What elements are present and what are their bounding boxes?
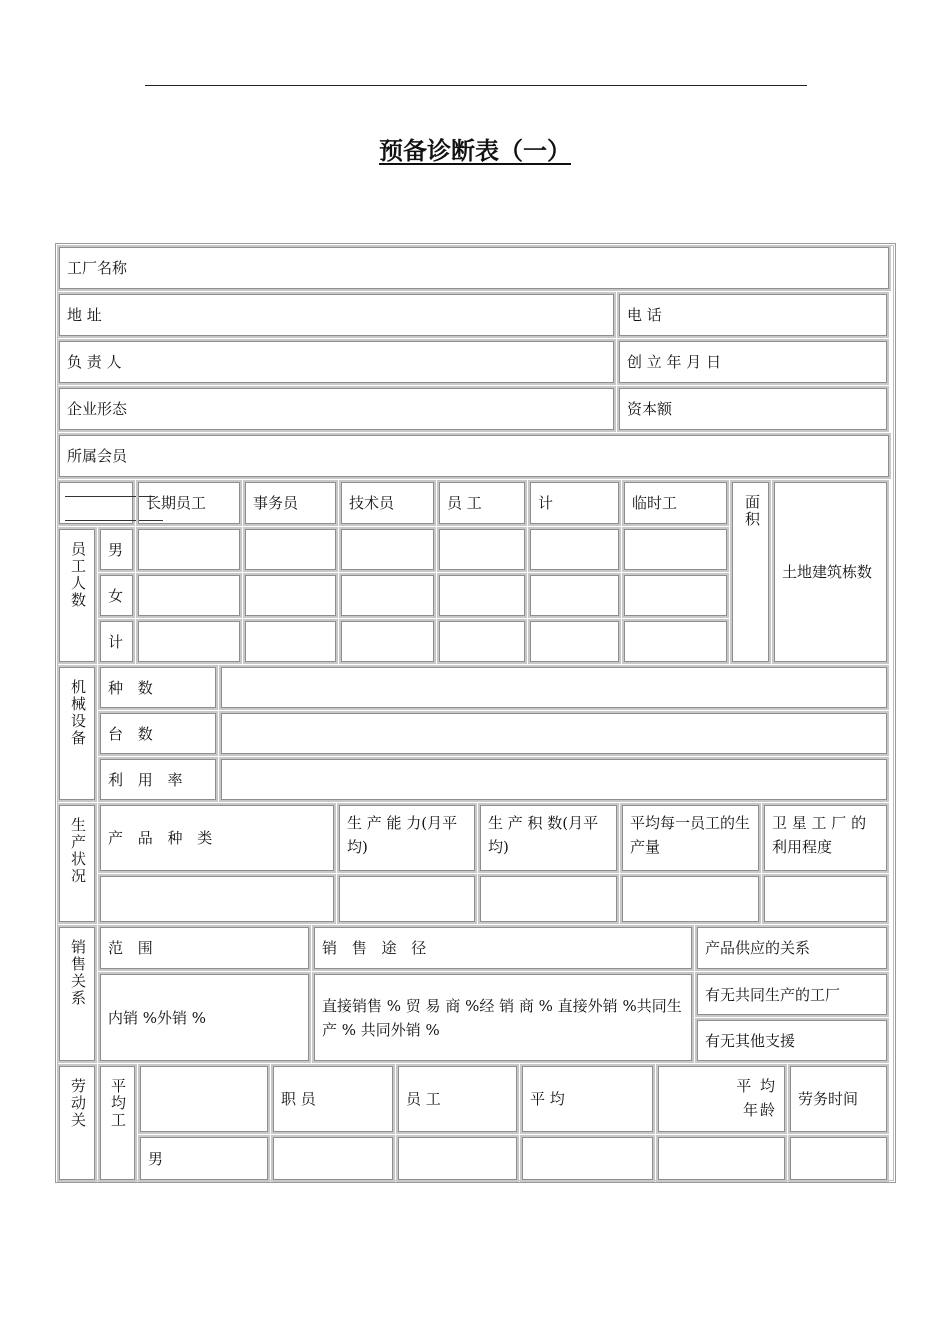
- sales-channel-detail-field[interactable]: [312, 972, 694, 1063]
- production-group-label: 生产状况: [57, 803, 97, 924]
- labor-working-hours-input[interactable]: [788, 1135, 889, 1182]
- labor-col-staff: 职 员: [271, 1064, 395, 1134]
- output-per-employee-input[interactable]: [620, 874, 761, 924]
- labor-average-input[interactable]: [520, 1135, 655, 1182]
- col-header-worker: 员 工: [437, 480, 527, 526]
- employee-count-cell[interactable]: [243, 619, 338, 664]
- machine-types-label: 种 数: [98, 665, 218, 710]
- utilization-rate-input[interactable]: [219, 757, 889, 802]
- output-volume-input[interactable]: [478, 874, 619, 924]
- other-support-field[interactable]: [695, 1018, 889, 1063]
- factory-name-field[interactable]: [57, 245, 891, 291]
- labor-col-working-hours: 劳务时间: [788, 1064, 889, 1134]
- company-form-label: 企业形态: [67, 400, 128, 418]
- output-volume-header: 生 产 积 数(月平均): [478, 803, 619, 873]
- employee-count-cell[interactable]: [339, 573, 436, 618]
- employee-count-cell[interactable]: [437, 573, 527, 618]
- capacity-header: 生 产 能 力(月平均): [337, 803, 477, 873]
- output-per-employee-header: 平均每一员工的生产量: [620, 803, 761, 873]
- satellite-factory-input[interactable]: [762, 874, 889, 924]
- col-header-clerk: 事务员: [243, 480, 338, 526]
- employee-count-cell[interactable]: [339, 527, 436, 572]
- capital-field[interactable]: [617, 386, 889, 432]
- labor-col-average-age: 平 均 年龄: [656, 1064, 787, 1134]
- average-worker-label: 平均工: [98, 1064, 137, 1182]
- utilization-rate-label: 利 用 率: [98, 757, 218, 802]
- address-label: 地 址: [67, 306, 102, 324]
- company-form-field[interactable]: [57, 386, 616, 432]
- other-support-label: 有无其他支援: [705, 1031, 796, 1050]
- factory-name-label: 工厂名称: [67, 259, 128, 277]
- labor-group-label: 劳动关: [57, 1064, 97, 1182]
- machine-units-input[interactable]: [219, 711, 889, 756]
- employee-count-cell[interactable]: [437, 527, 527, 572]
- capital-label: 资本额: [627, 400, 673, 418]
- employee-count-cell[interactable]: [136, 527, 242, 572]
- phone-field[interactable]: [617, 292, 889, 338]
- person-in-charge-field[interactable]: [57, 339, 616, 385]
- col-header-total: 计: [528, 480, 621, 526]
- satellite-factory-header: 卫 星 工 厂 的 利用程度: [762, 803, 889, 873]
- member-of-label: 所属会员: [67, 447, 128, 465]
- employee-count-cell[interactable]: [622, 573, 729, 618]
- person-in-charge-label: 负 责 人: [67, 353, 122, 371]
- labor-worker-input[interactable]: [396, 1135, 519, 1182]
- machine-units-label: 台 数: [98, 711, 218, 756]
- land-building-label: 土地建筑栋数: [782, 563, 873, 581]
- employee-count-cell[interactable]: [528, 619, 621, 664]
- founded-date-field[interactable]: [617, 339, 889, 385]
- co-production-field[interactable]: [695, 972, 889, 1017]
- col-header-temporary: 临时工: [622, 480, 729, 526]
- employee-count-cell[interactable]: [528, 527, 621, 572]
- labor-staff-input[interactable]: [271, 1135, 395, 1182]
- row-label-male: 男: [98, 527, 135, 572]
- machinery-group-label: 机械设备: [57, 665, 97, 802]
- labor-average-age-input[interactable]: [656, 1135, 787, 1182]
- domestic-export-label: 内销 %外销 %: [108, 1008, 207, 1027]
- employee-count-cell[interactable]: [243, 527, 338, 572]
- labor-col-worker: 员 工: [396, 1064, 519, 1134]
- labor-col-average: 平 均: [520, 1064, 655, 1134]
- domestic-export-field[interactable]: [98, 972, 311, 1063]
- founded-date-label: 创 立 年 月 日: [627, 353, 722, 371]
- product-type-input[interactable]: [98, 874, 336, 924]
- sales-group-label: 销售关系: [57, 925, 97, 1063]
- labor-row-male: 男: [138, 1135, 270, 1182]
- labor-corner-cell: [138, 1064, 270, 1134]
- col-header-long-term: 长期员工: [136, 480, 242, 526]
- employee-count-cell[interactable]: [136, 573, 242, 618]
- employee-count-cell[interactable]: [136, 619, 242, 664]
- member-of-field[interactable]: [57, 433, 891, 479]
- employee-count-cell[interactable]: [437, 619, 527, 664]
- row-label-total: 计: [98, 619, 135, 664]
- sales-channel-header: 销 售 途 径: [312, 925, 694, 971]
- land-building-field[interactable]: [772, 480, 889, 664]
- header-rule: [145, 85, 807, 86]
- row-label-female: 女: [98, 573, 135, 618]
- sales-scope-header: 范 围: [98, 925, 311, 971]
- supply-relation-label: 产品供应的关系: [695, 925, 889, 971]
- col-header-technician: 技术员: [339, 480, 436, 526]
- address-field[interactable]: [57, 292, 616, 338]
- sales-channel-detail-label: 直接销售 % 贸 易 商 %经 销 商 % 直接外销 %共同生产 % 共同外销 %: [322, 996, 682, 1039]
- employee-count-cell[interactable]: [528, 573, 621, 618]
- area-label: 面积: [730, 480, 771, 664]
- employees-group-label: 员工人数: [57, 527, 97, 664]
- product-type-header: 产 品 种 类: [98, 803, 336, 873]
- employee-count-cell[interactable]: [622, 527, 729, 572]
- capacity-input[interactable]: [337, 874, 477, 924]
- machine-types-input[interactable]: [219, 665, 889, 710]
- co-production-label: 有无共同生产的工厂: [705, 985, 841, 1004]
- phone-label: 电 话: [627, 306, 662, 324]
- page-title: 预备诊断表（一）: [379, 137, 571, 165]
- employee-count-cell[interactable]: [339, 619, 436, 664]
- employee-count-cell[interactable]: [622, 619, 729, 664]
- employee-count-cell[interactable]: [243, 573, 338, 618]
